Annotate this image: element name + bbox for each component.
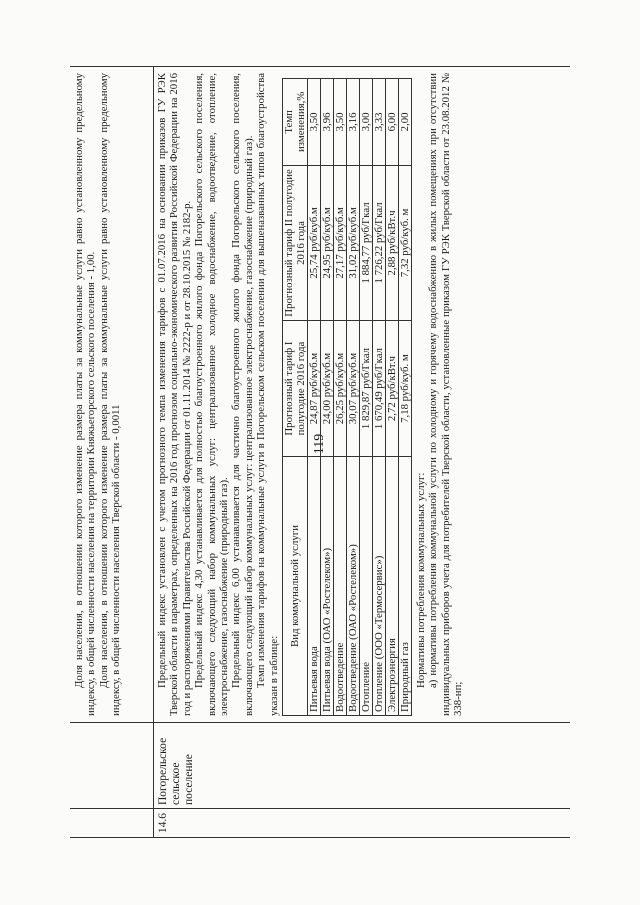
tariff-h2-cell: 2,88 руб/кВт.ч [386, 165, 399, 320]
change-rate-cell: 3,00 [360, 79, 373, 166]
previous-row-number-cell [70, 808, 153, 837]
header-tariff-h1: Прогнозный тариф I полугодие 2016 года [283, 321, 308, 457]
previous-row-name-cell [70, 722, 153, 808]
paragraph: Предельный индекс 4,30 устанавливается для полностью благоустроенного жилого фонда Погорельского сельского поселения, включающего следующий набор коммунальных услуг: централизованное холодное водоснабжение, водоотведение, отопление, электроснабжение, газоснабжение (природный газ). [193, 73, 231, 716]
change-rate-cell: 3,50 [334, 79, 347, 166]
table-row [360, 79, 373, 716]
rotated-content [70, 68, 570, 838]
tariff-h1-cell: 24,87 руб/куб.м [308, 321, 321, 457]
paragraph: Доля населения, в отношении которого изменение размера платы за коммунальные услуги равно установленному предельному индексу, в общей численности населения на территории Княжьегорского сельского поселения - 1,00. [73, 73, 98, 716]
service-cell: Отопление (ООО «Термосервис») [373, 456, 386, 715]
table-row [334, 79, 347, 716]
row-number: 14.6 [153, 808, 570, 837]
change-rate-cell: 3,50 [308, 79, 321, 166]
row-pogorelskoe [153, 67, 570, 837]
previous-row-text-cell [70, 67, 153, 722]
table-row [399, 79, 412, 716]
service-cell: Водоотведение (ОАО «Ростелеком») [347, 456, 360, 715]
tariff-h1-cell: 1 829,87 руб/Гкал [360, 321, 373, 457]
service-cell: Питьевая вода (ОАО «Ростелеком») [321, 456, 334, 715]
header-tariff-h2: Прогнозный тариф II полугодие 2016 года [283, 165, 308, 320]
change-rate-cell: 3,16 [347, 79, 360, 166]
service-cell: Водоотведение [334, 456, 347, 715]
service-cell: Природный газ [399, 456, 412, 715]
tariff-h1-cell: 2,72 руб/кВт.ч [386, 321, 399, 457]
change-rate-cell: 3,96 [321, 79, 334, 166]
service-cell: Питьевая вода [308, 456, 321, 715]
service-cell: Отопление [360, 456, 373, 715]
page-number: 119 [312, 433, 328, 455]
row-text-cell [153, 67, 570, 722]
tariff-h2-cell: 7,32 руб/куб. м [399, 165, 412, 320]
tariff-h2-cell: 24,95 руб/куб.м [321, 165, 334, 320]
table-header-row [283, 79, 308, 716]
paragraph: а) нормативы потребления коммунальной услуги по холодному и горячему водоснабжению в жилых помещениях при отсутствии индивидуальных приборов учета для потребителей Тверской области, установленные приказом ГУ РЭК Тверской области от 23.08.2012 № 338-нп; [427, 73, 465, 716]
header-service: Вид коммунальной услуги [283, 456, 308, 715]
settlement-name: Погорельское сельское поселение [153, 722, 570, 808]
paragraph: Предельный индекс установлен с учетом прогнозного темпа изменения тарифов с 01.07.2016 на основании приказов ГУ РЭК Тверской области в параметрах, определенных на 2016 год прогнозом социально-экономического развития Российской Федерации на 2016 год и распоряжениями Правительства Российской Федерации от 01.11.2014 № 2222-р и от 28.10.2015 № 2182-р. [156, 73, 193, 716]
tariff-h2-cell: 25,74 руб/куб.м [308, 165, 321, 320]
tariff-h2-cell: 27,17 руб/куб.м [334, 165, 347, 320]
header-change-rate: Темп изменения,% [283, 79, 308, 166]
paragraph: Предельный индекс 6,00 устанавливается для частично благоустроенного жилого фонда Погорельского сельского поселения, включающего следующий набор коммунальных услуг: централизованное электроснабжение, газоснабжение (природный газ). [230, 73, 255, 716]
tariff-h1-cell: 7,18 руб/куб. м [399, 321, 412, 457]
paragraph: Доля населения, в отношении которого изменение размера платы за коммунальные услуги равно установленному предельному индексу, в общей численности населения Тверской области - 0,0011 [97, 73, 123, 716]
paragraph: Темп изменения тарифов на коммунальные услуги в Погорельском сельском поселении для вышеназванных типов благоустройства указан в таблице: [255, 73, 280, 716]
table-row [347, 79, 360, 716]
table-row [386, 79, 399, 716]
tariff-h1-cell: 26,25 руб/куб.м [334, 321, 347, 457]
tariff-h1-cell: 30,07 руб/куб.м [347, 321, 360, 457]
table-row [321, 79, 334, 716]
change-rate-cell: 6,00 [386, 79, 399, 166]
change-rate-cell: 2,00 [399, 79, 412, 166]
tariff-h2-cell: 1 884,77 руб/Гкал [360, 165, 373, 320]
tariff-h1-cell: 1 670,49 руб/Гкал [373, 321, 386, 457]
tariff-h1-cell: 24,00 руб/куб.м [321, 321, 334, 457]
tariff-h2-cell: 31,02 руб/куб.м [347, 165, 360, 320]
tariff-h2-cell: 1 726,22 руб/Гкал [373, 165, 386, 320]
table-frame [70, 66, 570, 838]
paragraph: Нормативы потребления коммунальных услуг: [415, 472, 428, 688]
tariff-table [282, 78, 412, 716]
table-row [373, 79, 386, 716]
table-row [308, 79, 321, 716]
previous-row [70, 67, 154, 837]
service-cell: Электроэнергия [386, 456, 399, 715]
change-rate-cell: 3,33 [373, 79, 386, 166]
